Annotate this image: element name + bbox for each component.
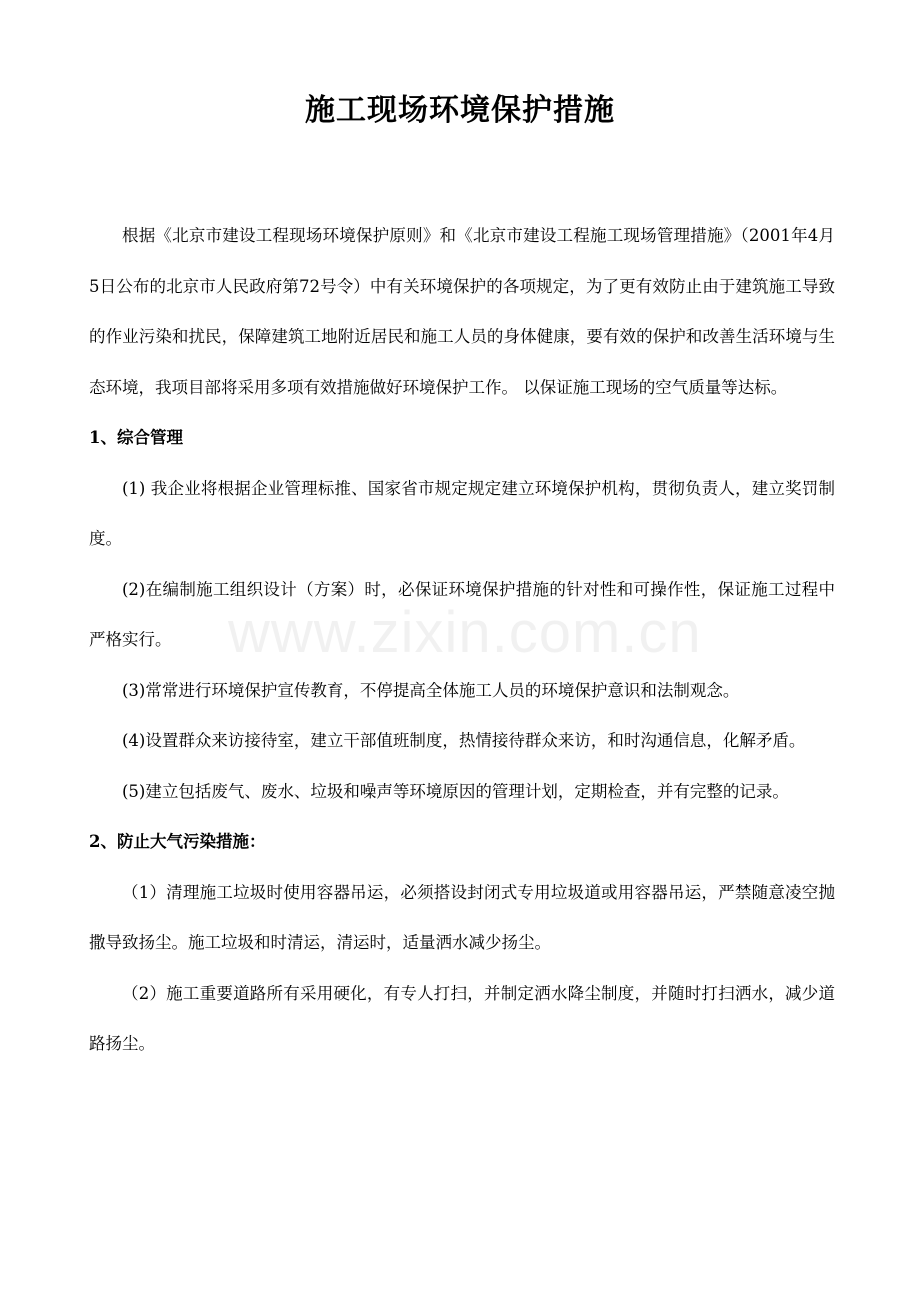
section-heading-air-pollution: 2、防止大气污染措施： [89,832,266,851]
section-1-item-3: (3)常常进行环境保护宣传教育，不停提高全体施工人员的环境保护意识和法制观念。 [122,680,740,700]
section-1-item-5: (5)建立包括废气、废水、垃圾和噪声等环境原因的管理计划，定期检查，并有完整的记录。 [122,781,789,801]
section-heading-general-management: 1、综合管理 [89,428,183,447]
section-1-item-4: (4)设置群众来访接待室，建立干部值班制度，热情接待群众来访，和时沟通信息，化解矛盾。 [122,731,806,750]
watermark-text: www.zixin.com.cn [228,600,702,665]
section-2-item-2: （2）施工重要道路所有采用硬化，有专人打扫，并制定洒水降尘制度，并随时打扫洒水，减少道路扬尘。 [89,983,835,1053]
section-2-item-1: （1）清理施工垃圾时使用容器吊运，必须搭设封闭式专用垃圾道或用容器吊运，严禁随意凌空抛撒导致扬尘。施工垃圾和时清运，清运时，适量洒水减少扬尘。 [89,882,835,952]
section-1-item-1: (1) 我企业将根据企业管理标推、国家省市规定规定建立环境保护机构，贯彻负责人，建立奖罚制度。 [89,478,835,548]
document-title: 施工现场环境保护措施 [305,93,615,128]
intro-paragraph: 根据《北京市建设工程现场环境保护原则》和《北京市建设工程施工现场管理措施》（2001年4月5日公布的北京市人民政府第72号令）中有关环境保护的各项规定，为了更有效防止由于建筑施工导致的作业污染和扰民，保障建筑工地附近居民和施工人员的身体健康，要有效的保护和改善生活环境与生态环境，我项目部将采用多项有效措施做好环境保护工作。 以保证施工现场的空气质量等达标。 [89,226,835,397]
document-body [89,211,835,1070]
section-1-item-2: (2)在编制施工组织设计（方案）时，必保证环境保护措施的针对性和可操作性，保证施工过程中严格实行。 [89,579,835,649]
